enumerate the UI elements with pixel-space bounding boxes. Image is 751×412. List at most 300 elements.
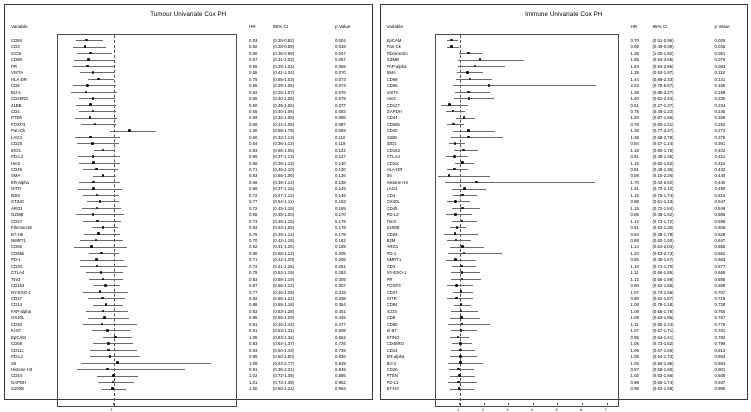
row-variable-label: CD25 <box>386 231 398 237</box>
row-variable-label: CD11c <box>11 347 24 353</box>
row-variable-label: IDO1 <box>11 147 22 153</box>
row-variable-label: CD20 <box>386 366 398 372</box>
row-hr-value: 1.02 <box>630 373 639 379</box>
hazard-ratio-point <box>97 232 100 235</box>
row-pvalue: 0.018 <box>335 44 346 50</box>
row-ci-value: (0.64-1.41) <box>652 334 674 340</box>
row-pvalue: 0.178 <box>335 218 346 224</box>
row-pvalue: 0.984 <box>335 386 346 392</box>
row-pvalue: 0.440 <box>714 179 726 185</box>
row-pvalue: 0.628 <box>714 231 726 237</box>
hazard-ratio-point <box>89 116 92 119</box>
row-hr-value: 1.02 <box>249 373 258 379</box>
row-hr-value: 0.66 <box>249 186 258 192</box>
hazard-ratio-point <box>106 329 109 332</box>
row-hr-value: 0.78 <box>630 121 639 127</box>
row-variable-label: CD80 <box>386 321 398 327</box>
row-ci-value: (0.53-2.73) <box>652 250 674 256</box>
confidence-interval-line <box>90 350 136 351</box>
row-ci-value: (0.66-1.05) <box>273 147 295 153</box>
row-pvalue: 0.547 <box>714 199 726 205</box>
row-ci-value: (1.00-1.92) <box>652 50 674 56</box>
row-ci-value: (0.67-1.71) <box>652 328 674 334</box>
axis-tick-mark <box>582 403 583 405</box>
row-hr-value: 0.87 <box>249 283 258 289</box>
confidence-interval-line <box>88 318 129 319</box>
hazard-ratio-point <box>111 387 114 390</box>
row-variable-label: Pan-Ck <box>11 128 26 134</box>
confidence-interval-line <box>446 111 465 112</box>
confidence-interval-line <box>93 305 122 306</box>
row-variable-label: CD80 <box>11 57 22 63</box>
row-ci-value: (0.53-1.28) <box>273 308 295 314</box>
confidence-interval-line <box>92 330 130 331</box>
row-hr-value: 0.93 <box>249 347 258 353</box>
row-pvalue: 0.118 <box>714 70 725 76</box>
row-hr-value: 1.21 <box>630 186 639 192</box>
row-variable-label: NY-ESO-1 <box>11 289 31 295</box>
row-pvalue: 0.141 <box>714 76 726 82</box>
row-pvalue: 0.079 <box>335 96 346 102</box>
row-hr-value: 0.61 <box>630 102 639 108</box>
confidence-interval-line <box>88 298 125 299</box>
row-variable-label: B2M <box>11 192 20 198</box>
row-variable-label: S6 <box>386 173 392 179</box>
hazard-ratio-point <box>458 374 461 377</box>
hazard-ratio-point <box>96 220 99 223</box>
row-ci-value: (0.29-1.04) <box>273 63 295 69</box>
row-variable-label: CD163 <box>11 283 25 289</box>
row-ci-value: (0.72-1.45) <box>273 373 295 379</box>
confidence-interval-line <box>75 118 117 119</box>
row-hr-value: 2.22 <box>630 83 639 89</box>
row-variable-label: FOXP3 <box>386 283 401 289</box>
row-variable-label: FAP-alpha <box>11 308 32 314</box>
row-ci-value: (0.89-2.33) <box>652 76 674 82</box>
row-pvalue: 0.685 <box>714 276 726 282</box>
row-hr-value: 1.06 <box>630 347 639 353</box>
confidence-interval-line <box>447 298 473 299</box>
confidence-interval-line <box>457 72 483 73</box>
row-ci-value: (0.37-1.13) <box>273 154 295 160</box>
row-hr-value: 0.66 <box>249 160 258 166</box>
row-hr-value: 1.08 <box>630 308 639 314</box>
row-variable-label: GITR <box>386 296 397 301</box>
confidence-interval-line <box>80 266 127 267</box>
row-variable-label: CD8 <box>386 315 396 321</box>
confidence-interval-line <box>73 66 115 67</box>
row-variable-label: Tim3 <box>386 218 396 224</box>
confidence-interval-line <box>453 195 477 196</box>
row-variable-label: EpCAM <box>386 38 402 43</box>
hazard-ratio-point <box>459 349 462 352</box>
row-variable-label: Fibronectin <box>386 50 408 56</box>
row-hr-value: 0.79 <box>249 270 258 276</box>
confidence-interval-line <box>110 131 156 132</box>
row-variable-label: CD45 <box>386 205 398 211</box>
hazard-ratio-point <box>454 258 457 261</box>
row-ci-value: (0.48-1.52) <box>652 212 674 218</box>
axis-tick-label: 3 <box>506 406 509 412</box>
row-pvalue: 0.150 <box>714 83 726 89</box>
row-ci-value: (0.47-1.12) <box>273 192 295 198</box>
row-pvalue: 0.728 <box>714 302 726 308</box>
row-pvalue: 0.145 <box>335 186 346 192</box>
confidence-interval-line <box>83 169 119 170</box>
row-variable-label: Tim3 <box>11 276 21 282</box>
row-hr-value: 0.72 <box>249 192 258 198</box>
row-variable-label: NY-ESO-1 <box>386 270 407 276</box>
row-hr-value: 0.55 <box>249 63 258 69</box>
row-pvalue: 0.076 <box>335 89 346 95</box>
row-ci-value: (0.93-1.97) <box>652 70 674 76</box>
row-pvalue: 0.110 <box>335 134 346 140</box>
confidence-interval-line <box>94 150 116 151</box>
row-ci-value: (0.73-1.38) <box>273 379 295 385</box>
confidence-interval-line <box>454 98 494 99</box>
row-variable-label: CD27 <box>11 296 22 301</box>
row-pvalue: 0.421 <box>714 154 726 160</box>
row-variable-label: STING <box>386 334 400 340</box>
row-ci-value: (0.75-6.57) <box>652 83 674 89</box>
hazard-ratio-point <box>459 361 462 364</box>
confidence-interval-line <box>454 305 471 306</box>
confidence-interval-line <box>452 208 480 209</box>
row-pvalue: 0.146 <box>335 192 346 198</box>
row-pvalue: 0.760 <box>714 308 726 314</box>
row-variable-label: VISTA <box>386 89 399 95</box>
row-variable-label: PR <box>386 276 393 282</box>
row-hr-value: 0.69 <box>630 44 639 50</box>
row-pvalue: 0.307 <box>335 283 346 289</box>
row-variable-label: SMA <box>11 173 21 179</box>
row-pvalue: 0.077 <box>335 102 346 108</box>
row-hr-value: 0.95 <box>249 354 258 360</box>
row-variable-label: CTLA4 <box>386 154 400 160</box>
row-hr-value: 1.11 <box>630 270 639 276</box>
confidence-interval-line <box>86 272 123 273</box>
row-pvalue: 0.445 <box>335 315 346 321</box>
confidence-interval-line <box>81 363 211 364</box>
row-variable-label: Bcl-2 <box>386 360 397 366</box>
row-hr-value: 1.00 <box>249 386 258 392</box>
row-variable-label: CD3 <box>11 44 20 50</box>
row-ci-value: (0.76-1.74) <box>652 192 674 198</box>
row-ci-value: (0.58-1.12) <box>273 250 295 256</box>
row-variable-label: B2M <box>386 237 396 243</box>
confidence-interval-line <box>447 285 472 286</box>
row-ci-value: (0.40-1.05) <box>273 96 295 102</box>
row-ci-value: (0.28-0.89) <box>273 44 295 50</box>
row-hr-value: 0.83 <box>249 225 258 231</box>
row-pvalue: 0.655 <box>714 244 726 250</box>
row-ci-value: (0.81-2.43) <box>652 96 674 102</box>
row-variable-label: HLA-DR <box>386 167 403 172</box>
column-header-hr: HR <box>249 24 256 29</box>
confidence-interval-line <box>80 240 122 241</box>
confidence-interval-line <box>83 292 129 293</box>
row-pvalue: 0.004 <box>335 38 346 43</box>
row-hr-value: 1.64 <box>630 63 639 69</box>
row-hr-value: 0.59 <box>249 115 258 121</box>
confidence-interval-line <box>447 201 470 202</box>
row-hr-value: 0.72 <box>249 205 258 211</box>
row-variable-label: CD68 <box>11 341 22 347</box>
row-pvalue: 0.047 <box>335 50 346 56</box>
row-ci-value: (0.56-1.96) <box>652 360 674 366</box>
row-pvalue: 0.074 <box>335 83 346 89</box>
row-variable-label: CD40 <box>386 128 398 134</box>
row-hr-value: 1.09 <box>630 315 639 321</box>
row-ci-value: (0.36-0.99) <box>273 50 295 56</box>
row-variable-label: CD25 <box>11 141 22 147</box>
row-ci-value: (0.43-2.77) <box>273 360 295 366</box>
row-pvalue: 0.205 <box>335 257 346 263</box>
confidence-interval-line <box>455 163 475 164</box>
hazard-ratio-point <box>468 97 471 100</box>
confidence-interval-line <box>83 195 119 196</box>
row-ci-value: (0.94-2.86) <box>652 63 674 69</box>
row-ci-value: (0.45-1.15) <box>273 205 295 211</box>
confidence-interval-line <box>450 247 484 248</box>
row-variable-label: CD66b <box>386 121 400 127</box>
confidence-interval-line <box>447 240 471 241</box>
row-ci-value: (0.78-1.48) <box>652 302 674 308</box>
row-ci-value: (0.49-1.36) <box>652 167 674 172</box>
row-pvalue: 0.230 <box>714 96 726 102</box>
row-hr-value: 0.95 <box>630 334 639 340</box>
row-variable-label: ICOS <box>386 308 398 314</box>
row-pvalue: 0.813 <box>714 347 726 353</box>
row-ci-value: (0.46-1.44) <box>273 321 295 327</box>
confidence-interval-line <box>79 111 116 112</box>
row-ci-value: (0.46-1.10) <box>273 167 295 172</box>
row-hr-value: 0.70 <box>630 38 639 43</box>
confidence-interval-line <box>76 214 123 215</box>
axis-tick-label: 5 <box>555 406 558 412</box>
row-ci-value: (0.27-1.37) <box>652 102 674 108</box>
row-pvalue: 0.781 <box>714 328 726 334</box>
axis-tick-mark <box>607 403 608 405</box>
row-pvalue: 0.599 <box>714 218 726 224</box>
row-ci-value: (0.35-1.06) <box>273 102 295 108</box>
row-variable-label: CD66 <box>386 83 398 89</box>
row-variable-label: CD27 <box>386 289 398 295</box>
confidence-interval-line <box>80 72 115 73</box>
row-ci-value: (0.38-1.78) <box>652 231 674 237</box>
row-pvalue: 0.707 <box>714 289 726 295</box>
confidence-interval-line <box>94 285 121 286</box>
row-hr-value: 1.12 <box>630 276 639 282</box>
row-hr-value: 0.91 <box>249 328 258 334</box>
row-pvalue: 0.051 <box>714 50 726 56</box>
row-ci-value: (0.56-1.29) <box>273 315 295 321</box>
row-variable-label: Ki-67 <box>11 328 22 334</box>
row-pvalue: 0.662 <box>714 250 726 256</box>
panel-tumour <box>4 4 373 412</box>
hazard-ratio-point <box>450 45 453 48</box>
row-ci-value: (0.68-2.78) <box>652 134 674 140</box>
row-pvalue: 0.205 <box>335 250 346 256</box>
row-pvalue: 0.086 <box>335 115 346 121</box>
row-hr-value: 0.60 <box>249 102 258 108</box>
row-variable-label: Her2 <box>386 96 396 102</box>
row-pvalue: 0.767 <box>714 315 726 321</box>
row-ci-value: (0.58-1.19) <box>273 276 295 282</box>
row-variable-label: SMA <box>386 70 396 76</box>
confidence-interval-line <box>79 182 121 183</box>
row-ci-value: (0.52-1.57) <box>652 296 674 301</box>
hazard-ratio-point <box>459 355 462 358</box>
row-variable-label: ER-alpha <box>386 354 405 360</box>
row-hr-value: 1.05 <box>630 354 639 360</box>
row-ci-value: (0.82-1.62) <box>652 160 674 166</box>
row-hr-value: 1.85 <box>630 57 639 63</box>
hazard-ratio-point <box>99 200 102 203</box>
row-variable-label: CD14 <box>11 302 22 308</box>
row-ci-value: (0.52-1.55) <box>652 283 674 289</box>
row-pvalue: 0.188 <box>714 89 726 95</box>
row-hr-value: 0.68 <box>249 121 258 127</box>
row-pvalue: 0.490 <box>714 186 726 192</box>
row-variable-label: CD45RO <box>386 341 404 347</box>
row-pvalue: 0.401 <box>335 308 346 314</box>
row-variable-label: Bcl-2 <box>11 89 21 95</box>
hazard-ratio-point <box>448 103 451 106</box>
row-ci-value: (0.31-1.26) <box>273 244 295 250</box>
row-variable-label: FOXP3 <box>11 121 26 127</box>
row-variable-label: CD84 <box>11 38 22 43</box>
row-ci-value: (0.55-1.74) <box>652 379 674 385</box>
confidence-interval-line <box>450 337 469 338</box>
row-ci-value: (0.62-1.59) <box>652 386 674 392</box>
row-hr-value: 1.70 <box>630 179 639 185</box>
confidence-interval-line <box>447 124 464 125</box>
hazard-ratio-point <box>467 129 470 132</box>
row-ci-value: (0.42-1.18) <box>273 237 295 243</box>
row-ci-value: (0.15-2.26) <box>652 173 674 179</box>
row-ci-value: (0.39-1.13) <box>273 160 295 166</box>
row-hr-value: 1.14 <box>630 244 639 250</box>
row-ci-value: (0.66-1.14) <box>273 283 295 289</box>
row-ci-value: (0.60-1.50) <box>273 354 295 360</box>
row-hr-value: 0.91 <box>249 366 258 372</box>
row-variable-label: Histone H3 <box>386 179 408 185</box>
row-hr-value: 1.05 <box>630 360 639 366</box>
row-variable-label: IDO1 <box>386 141 397 147</box>
row-ci-value: (0.80-1.24) <box>273 386 295 392</box>
row-variable-label: Fibronectin <box>11 225 33 231</box>
row-pvalue: 0.163 <box>335 199 346 205</box>
row-hr-value: 1.01 <box>249 379 258 385</box>
row-variable-label: CD44 <box>386 115 398 121</box>
row-hr-value: 0.71 <box>249 167 258 172</box>
hazard-ratio-point <box>92 187 95 190</box>
hazard-ratio-point <box>456 226 459 229</box>
hazard-ratio-point <box>89 136 92 139</box>
confidence-interval-line <box>73 47 107 48</box>
confidence-interval-line <box>453 131 495 132</box>
confidence-interval-line <box>453 85 596 86</box>
row-variable-label: PD-1 <box>11 257 21 263</box>
row-variable-label: CD127 <box>386 102 400 108</box>
row-pvalue: 0.263 <box>335 270 346 276</box>
row-hr-value: 0.80 <box>249 250 258 256</box>
hazard-ratio-point <box>460 290 463 293</box>
confidence-interval-line <box>453 292 473 293</box>
confidence-interval-line <box>452 266 476 267</box>
row-hr-value: 0.70 <box>249 237 258 243</box>
row-hr-value: 0.98 <box>630 379 639 385</box>
confidence-interval-line <box>74 60 113 61</box>
row-pvalue: 0.440 <box>714 173 726 179</box>
row-ci-value: (0.64-1.73) <box>652 354 674 360</box>
row-variable-label: PD-1 <box>386 250 397 256</box>
row-variable-label: NMRT1 <box>386 257 402 263</box>
row-hr-value: 0.90 <box>630 283 639 289</box>
confidence-interval-line <box>451 272 481 273</box>
confidence-interval-line <box>448 382 477 383</box>
row-hr-value: 0.97 <box>630 366 639 372</box>
row-ci-value: (0.54-1.11) <box>273 199 294 205</box>
row-pvalue: 0.127 <box>335 154 346 160</box>
row-ci-value: (0.77-2.47) <box>652 128 674 134</box>
confidence-interval-line <box>448 253 502 254</box>
confidence-interval-line <box>458 66 505 67</box>
hazard-ratio-point <box>455 284 458 287</box>
confidence-interval-line <box>451 330 477 331</box>
row-ci-value: (0.73-1.72) <box>652 218 674 224</box>
confidence-interval-line <box>450 227 466 228</box>
row-pvalue: 0.189 <box>335 244 346 250</box>
row-pvalue: 0.073 <box>335 76 346 82</box>
hazard-ratio-point <box>84 45 87 48</box>
row-variable-label: GZMB <box>386 57 399 63</box>
row-variable-label: VISTA <box>11 70 24 76</box>
row-hr-value: 0.65 <box>249 70 258 76</box>
row-hr-value: 0.50 <box>249 44 258 50</box>
row-ci-value: (0.48-1.36) <box>652 154 674 160</box>
row-pvalue: 0.138 <box>335 179 346 185</box>
row-pvalue: 0.782 <box>714 334 726 340</box>
row-hr-value: 1.09 <box>249 360 258 366</box>
row-hr-value: 1.20 <box>630 250 639 256</box>
confidence-interval-line <box>98 382 134 383</box>
confidence-interval-line <box>90 356 140 357</box>
row-variable-label: NMRT1 <box>11 237 26 243</box>
row-ci-value: (0.74-1.56) <box>652 289 674 295</box>
confidence-interval-line <box>81 124 115 125</box>
confidence-interval-line <box>452 221 476 222</box>
row-hr-value: 1.38 <box>630 134 639 140</box>
confidence-interval-line <box>92 227 118 228</box>
row-ci-value: (0.80-1.75) <box>652 147 674 153</box>
row-ci-value: (0.83-1.34) <box>273 334 295 340</box>
confidence-interval-line <box>451 311 478 312</box>
hazard-ratio-point <box>463 187 466 190</box>
plot-area-tumour <box>5 21 372 412</box>
row-hr-value: 0.85 <box>630 212 639 218</box>
confidence-interval-line <box>449 143 465 144</box>
row-ci-value: (0.37-1.16) <box>273 186 295 192</box>
row-pvalue: 0.087 <box>335 121 346 127</box>
confidence-interval-line <box>103 337 131 338</box>
row-variable-label: 41BB <box>386 134 398 140</box>
row-variable-label: CD163 <box>386 147 400 153</box>
axis-tick-label: 1 <box>110 406 113 412</box>
hazard-ratio-point <box>466 71 469 74</box>
row-variable-label: LAG3 <box>11 134 22 140</box>
